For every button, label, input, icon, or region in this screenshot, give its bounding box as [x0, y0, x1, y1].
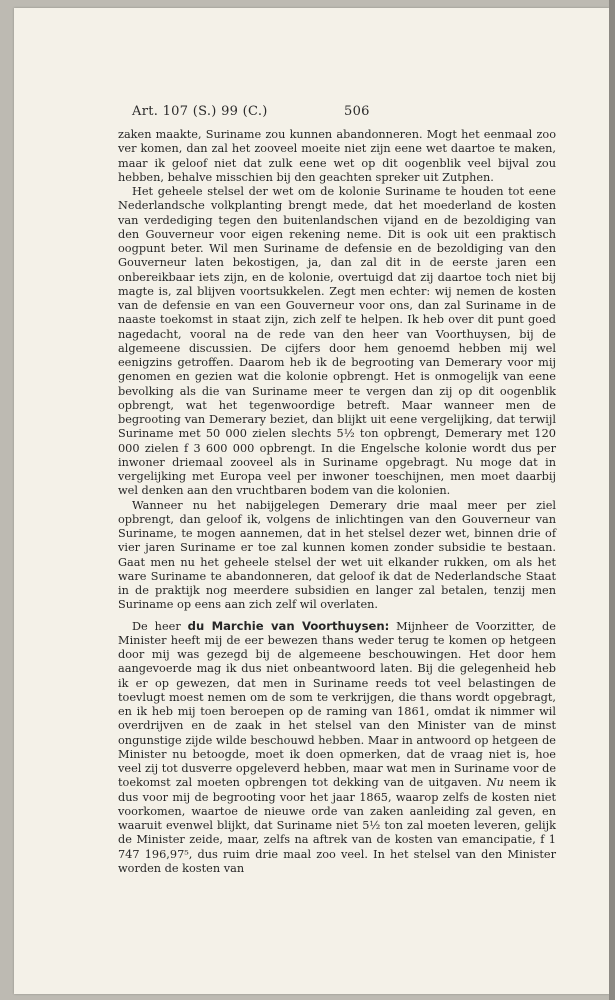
- paragraph-3: Wanneer nu het nabijgelegen Demerary drie maal meer per ziel opbrengt, dan geloof ik, volgens de inlichtingen van den Gouverneur van Suriname, te mogen aannemen, dat in het stelsel dezer wet, binnen drie of vier jaren Suriname er toe zal kunnen komen zonder subsidie te bestaan. Gaat men nu het geheele stelsel der wet uit elkander rukken, om als het ware Suriname te abandonneren, dat geloof ik dat de Nederlandsche Staat in de praktijk nog meerdere subsidien en langer zal betalen, tenzij men Suriname op eens aan zich zelf wil overlaten.: [118, 498, 556, 612]
- paragraph-speech: [118, 619, 556, 877]
- speaker-name: du Marchie van Voorthuysen:: [187, 618, 390, 633]
- running-head: Art. 107 (S.) 99 (C.): [132, 104, 268, 119]
- speech-text: Mijnheer de Voorzitter, de Minister heeft mij de eer bewezen thans weder terug te komen op hetgeen door mij was gezegd bij de algemeene beschouwingen. Het door hem aangevoerde mag ik dus niet onbeantwoord laten. Bij die gelegenheid heb ik er op gewezen, dat men in Suriname reeds tot veel belastingen de toevlugt moest nemen om de som te verkrijgen, die thans wordt opgebragt, en ik heb mij toen beroepen op de raming van 1861, omdat ik nimmer wil overdrijven en de zaak in het stelsel van den Minister van de minst ongunstige zijde wilde beschouwd hebben. Maar in antwoord op hetgeen de Minister nu betoogde, moet ik doen opmerken, dat de vraag niet is, hoe veel zij tot dusverre opgeleverd hebben, maar wat men in Suriname voor de toekomst zal moeten opbrengen tot dekking van de uitgaven.: [118, 619, 556, 790]
- page-number: 506: [344, 104, 370, 119]
- speech-prefix: De heer: [132, 619, 188, 633]
- speech-italic: Nu: [481, 776, 504, 790]
- paragraph-1: zaken maakte, Suriname zou kunnen abandonneren. Mogt het eenmaal zoo ver komen, dan zal het zooveel moeite niet zijn eene wet daartoe te maken, maar ik geloof niet dat zulk eene wet op dit oogenblik veel bijval zou hebben, behalve misschien bij den geachten spreker uit Zutphen.: [118, 128, 556, 184]
- body-text: [118, 128, 556, 876]
- page-edge-shadow: [609, 0, 615, 1000]
- speech-text-continued: neem ik dus voor mij de begrooting voor het jaar 1865, waarop zelfs de kosten niet voorkomen, waartoe de nieuwe orde van zaken aanleiding zal geven, en waaruit evenwel blijkt, dat Suriname niet 5½ ton zal moeten leveren, gelijk de Minister zeide, maar, zelfs na aftrek van de kosten van emancipatie, f 1 747 196,97⁵, dus ruim drie maal zoo veel. In het stelsel van den Minister worden de kosten van: [118, 776, 556, 875]
- paragraph-2: Het geheele stelsel der wet om de kolonie Suriname te houden tot eene Nederlandsche volkplanting brengt mede, dat het moederland de kosten van verdediging tegen den buitenlandschen vijand en de bezoldiging van den Gouverneur voor eigen rekening neme. Dit is ook uit een praktisch oogpunt beter. Wil men Suriname de defensie en de bezoldiging van den Gouverneur laten bekostigen, ja, dan zal dit in de eerste jaren een onbereikbaar iets zijn, en de kolonie, overtuigd dat zij daartoe toch niet bij magte is, zal blijven voortsukkelen. Zegt men echter: wij nemen de kosten van de defensie en van een Gouverneur voor ons, dan zal Suriname in de naaste toekomst in staat zijn, zich zelf te helpen. Ik heb over dit punt goed nagedacht, vooral na de rede van den heer van Voorthuysen, bij de algemeene discussien. De cijfers door hem genoemd hebben mij wel eenigzins getroffen. Daarom heb ik de begrooting van Demerary voor mij genomen en gezien wat die kolonie opbrengt. Het is onmogelijk van eene bevolking als die van Suriname meer te vergen dan zij op dit oogenblik opbrengt, wat het tegenwoordige betreft. Maar wanneer men de begrooting van Demerary beziet, dan blijkt uit eene vergelijking, dat terwijl Suriname met 50 000 zielen slechts 5½ ton opbrengt, Demerary met 120 000 zielen f 3 600 000 opbrengt. In die Engelsche kolonie wordt dus per inwoner driemaal zooveel als in Suriname opgebragt. Nu moge dat in vergelijking met Europa veel per inwoner toeschijnen, men moet daarbij wel denken aan den vruchtbaren bodem van die kolonien.: [118, 185, 556, 498]
